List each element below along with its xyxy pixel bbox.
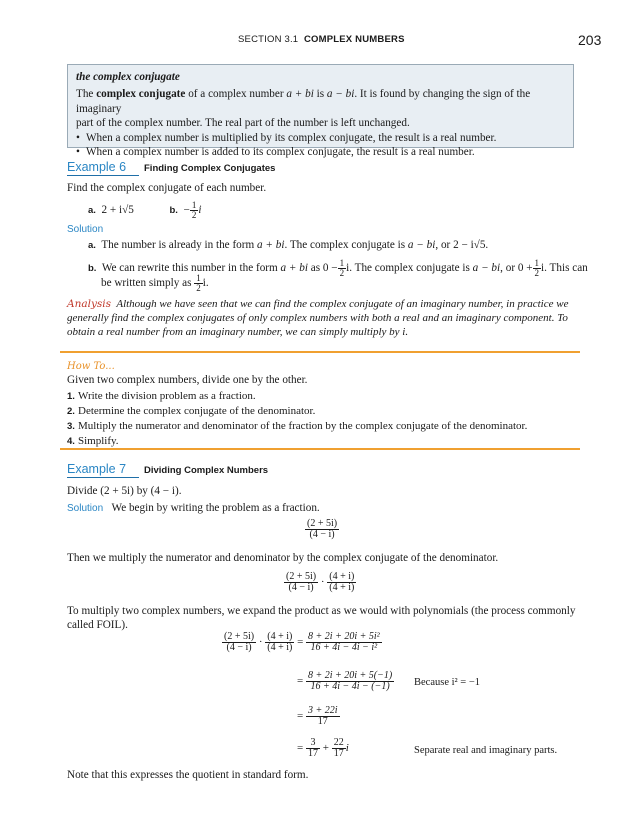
page-number: 203 [578, 32, 602, 48]
step-4-note: Separate real and imaginary parts. [414, 745, 558, 756]
analysis-paragraph: Analysis Although we have seen that we can find the complex conjugate of an imaginary number, in practice we generally find the complex conjugates of only complex numbers with both a real and an imaginary component. To obtain a real number from an imaginary number, we can simply multiply by i. [67, 298, 569, 338]
running-head [238, 34, 405, 47]
howto-intro: Given two complex numbers, divide one by the other. [67, 374, 308, 386]
part-a-expression: 2 + i√5 [101, 204, 134, 216]
example-6-solution-label: Solution [67, 224, 104, 235]
howto-steps [67, 389, 527, 449]
analysis-tag: Analysis [67, 298, 112, 310]
fraction-one-half: $\frac{1}{2}$ [339, 257, 345, 278]
definition-box [67, 64, 574, 159]
example-6-heading [67, 160, 367, 177]
equation-conjugate-product: $\frac{(2 + 5i)}{(4 - i)}$ · $\frac{(4 + i)}{(4 + i)}$ [286, 571, 355, 593]
example-7-label: Example 7 [67, 462, 139, 478]
equation-step-3: = $\frac{3 + 22i}{17}$ [297, 705, 338, 727]
example-7-text-3: To multiply two complex numbers, we expand the product as we would with polynomials (the process commonly called FOIL). [67, 605, 576, 631]
bullet-item: • When a complex number is added to its complex conjugate, the result is a real number. [76, 145, 565, 160]
example-6-label: Example 6 [67, 160, 139, 176]
definition-bullets [76, 131, 565, 160]
example-6-title: Finding Complex Conjugates [144, 163, 276, 174]
example-7-solution-label: Solution [67, 503, 104, 514]
equation-fraction: $\frac{(2 + 5i)}{(4 - i)}$ [307, 518, 338, 540]
howto-step: 4. Simplify. [67, 435, 119, 447]
howto-step: 2. Determine the complex conjugate of the denominator. [67, 405, 316, 417]
example-7-closing: Note that this expresses the quotient in standard form. [67, 769, 309, 781]
definition-title: the complex conjugate [76, 71, 180, 83]
example-6-prompt: Find the complex conjugate of each number. [67, 182, 267, 194]
definition-term: complex conjugate [96, 88, 186, 101]
howto-label: How To... [67, 361, 115, 372]
equation-step-2: = $\frac{8 + 2i + 20i + 5(-1)}{16 + 4i - 4i - (-1)}$ [297, 670, 393, 692]
howto-step: 1. Write the division problem as a fraction. [67, 390, 256, 402]
equation-step-1: $\frac{(2 + 5i)}{(4 - i)}$ · $\frac{(4 + i)}{(4 + i)}$ = $\frac{\text{8 + 2i + 20i + 5i²}}{\text{16 + 4i − 4i − i²}}$ [224, 631, 380, 653]
solution-b-line-2: be written simply as $\frac{1}{2}$ i. [101, 272, 209, 293]
example-7-prompt: Divide (2 + 5i) by (4 − i). [67, 485, 182, 497]
example-7-heading [67, 462, 367, 479]
example-7-text-2: Then we multiply the numerator and denominator by the complex conjugate of the denominator. [67, 552, 499, 564]
equation-step-4: = $\frac{3}{17}$ + $\frac{22}{17}$ i [297, 737, 349, 759]
example-6-parts: a. 2 + i√5 b. − $\frac{1}{2}$ i [88, 199, 202, 220]
fraction-one-half: $\frac{1}{2}$ [191, 199, 197, 220]
fraction-one-half: $\frac{1}{2}$ [196, 272, 201, 293]
page-header [0, 31, 630, 49]
example-7-title: Dividing Complex Numbers [144, 465, 269, 476]
solution-a: a. The number is already in the form a + bi. The complex conjugate is a − bi, or 2 − i√5. [88, 239, 489, 251]
section-number: SECTION 3.1 [238, 34, 299, 45]
howto-top-rule [60, 351, 580, 353]
howto-bottom-rule [60, 448, 580, 450]
step-2-note: Because i² = −1 [414, 677, 481, 688]
bullet-item: • When a complex number is multiplied by its complex conjugate, the result is a real number. [76, 131, 565, 146]
fraction-one-half: $\frac{1}{2}$ [534, 257, 540, 278]
howto-step: 3. Multiply the numerator and denominator of the fraction by the complex conjugate of the denominator. [67, 420, 528, 432]
definition-text: The complex conjugate of a complex number a + bi is a − bi. It is found by changing the sign of the imaginary part of the complex number. The real part of the number is left unchanged. [76, 88, 531, 130]
solution-b-line-1: b. We can rewrite this number in the form a + bi as 0 − $\frac{1}{2}$ i. The complex conjugate is a − bi, or 0 + $\frac{1}{2}$ i. This can [88, 257, 588, 278]
section-title: COMPLEX NUMBERS [303, 34, 405, 45]
example-7-solution-line: Solution We begin by writing the problem as a fraction. [67, 502, 320, 514]
